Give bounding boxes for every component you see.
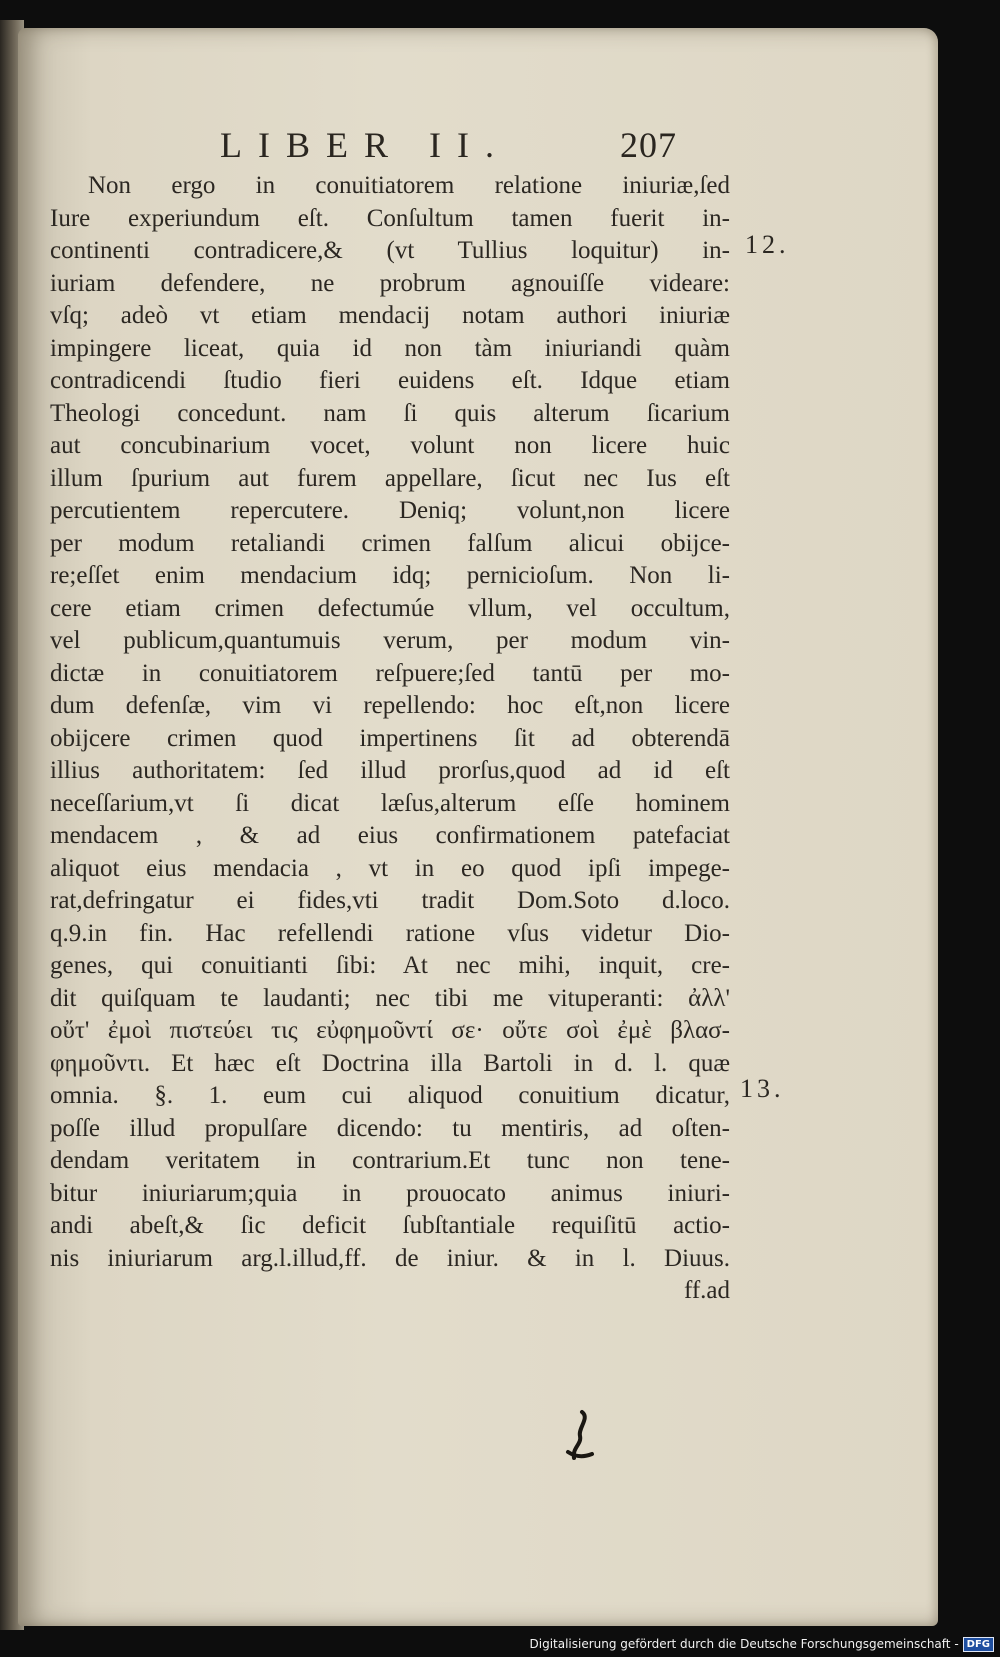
text-line: dit quiſquam te laudanti; nec tibi me vituperanti: ἀλλ' — [50, 984, 730, 1012]
text-line: omnia. §. 1. eum cui aliquod conuitium dicatur, — [50, 1082, 730, 1109]
text-line: mendacem , & ad eius confirmationem patefaciat — [50, 822, 730, 849]
text-line: neceſſarium,vt ſi dicat læſus,alterum eſſe hominem — [50, 789, 730, 817]
text-line: Non ergo in conuitiatorem relatione iniuriæ,ſed — [88, 172, 730, 199]
text-line: φημοῦντι. Et hæc eſt Doctrina illa Bartoli in d. l. quæ — [50, 1049, 730, 1077]
text-line: contradicendi ſtudio fieri euidens eſt. Idque etiam — [50, 367, 730, 394]
text-line: obijcere crimen quod impertinens ſit ad obterendā — [50, 724, 730, 752]
text-line: per modum retaliandi crimen falſum alicui obijce- — [50, 529, 730, 557]
signature-mark-icon — [560, 1408, 600, 1468]
text-line: rat,defringatur ei fides,vti tradit Dom.Soto d.loco. — [50, 887, 730, 914]
text-line: dendam veritatem in contrarium.Et tunc non tene- — [50, 1147, 730, 1174]
text-line: nis iniuriarum arg.l.illud,ff. de iniur. & in l. Diuus. — [50, 1244, 730, 1272]
page-number: 207 — [620, 125, 677, 165]
text-line: andi abeſt,& ſic deficit ſubſtantiale requiſitū actio- — [50, 1212, 730, 1239]
text-line: dictæ in conuitiatorem reſpuere;ſed tantū per mo- — [50, 659, 730, 687]
text-line: genes, qui conuitianti ſibi: At nec mihi, inquit, cre- — [50, 952, 730, 979]
running-title: LIBER II. — [220, 125, 510, 165]
text-line: illius authoritatem: ſed illud prorſus,quod ad id eſt — [50, 757, 730, 784]
text-line: q.9.in fin. Hac refellendi ratione vſus videtur Dio- — [50, 919, 730, 947]
text-line: vſq; adeò vt etiam mendacij notam authori iniuriæ — [50, 302, 730, 329]
text-line: Iure experiundum eſt. Conſultum tamen fuerit in- — [50, 204, 730, 232]
text-line: dum defenſæ, vim vi repellendo: hoc eſt,non licere — [50, 692, 730, 719]
text-line: ff.ad — [683, 1277, 730, 1304]
margin-note-12: 12. — [745, 230, 790, 259]
text-line: aliquot eius mendacia , vt in eo quod ipſi impege- — [50, 854, 730, 882]
text-line: vel publicum,quantumuis verum, per modum vin- — [50, 627, 730, 654]
text-line: re;eſſet enim mendacium idq; pernicioſum. Non li- — [50, 562, 730, 589]
text-line: Theologi concedunt. nam ſi quis alterum ſicarium — [50, 399, 730, 427]
text-line: continenti contradicere,& (vt Tullius loquitur) in- — [50, 237, 730, 264]
footer-credit: Digitalisierung gefördert durch die Deutsche Forschungsgemeinschaft - — [529, 1637, 959, 1651]
text-line: illum ſpurium aut furem appellare, ſicut nec Ius eſt — [50, 464, 730, 492]
running-header — [220, 124, 720, 164]
text-line: cere etiam crimen defectumúe vllum, vel occultum, — [50, 594, 730, 622]
text-line: bitur iniuriarum;quia in prouocato animus iniuri- — [50, 1179, 730, 1207]
dfg-logo: DFG — [963, 1637, 994, 1652]
digitization-footer — [530, 1635, 995, 1653]
text-line: percutientem repercutere. Deniq; volunt,non licere — [50, 497, 730, 524]
margin-note-13: 13. — [740, 1074, 785, 1103]
text-line: οὔτ' ἐμοὶ πιστεύει τις εὐφημοῦντί σε· οὔτε σοὶ ἐμὲ βλασ- — [50, 1017, 730, 1044]
text-line: aut concubinarium vocet, volunt non licere huic — [50, 432, 730, 459]
body-text — [50, 170, 730, 1308]
text-line: impingere liceat, quia id non tàm iniuriandi quàm — [50, 334, 730, 362]
text-line: poſſe illud propulſare dicendo: tu mentiris, ad oſten- — [50, 1114, 730, 1142]
text-line: iuriam defendere, ne probrum agnouiſſe videare: — [50, 269, 730, 297]
